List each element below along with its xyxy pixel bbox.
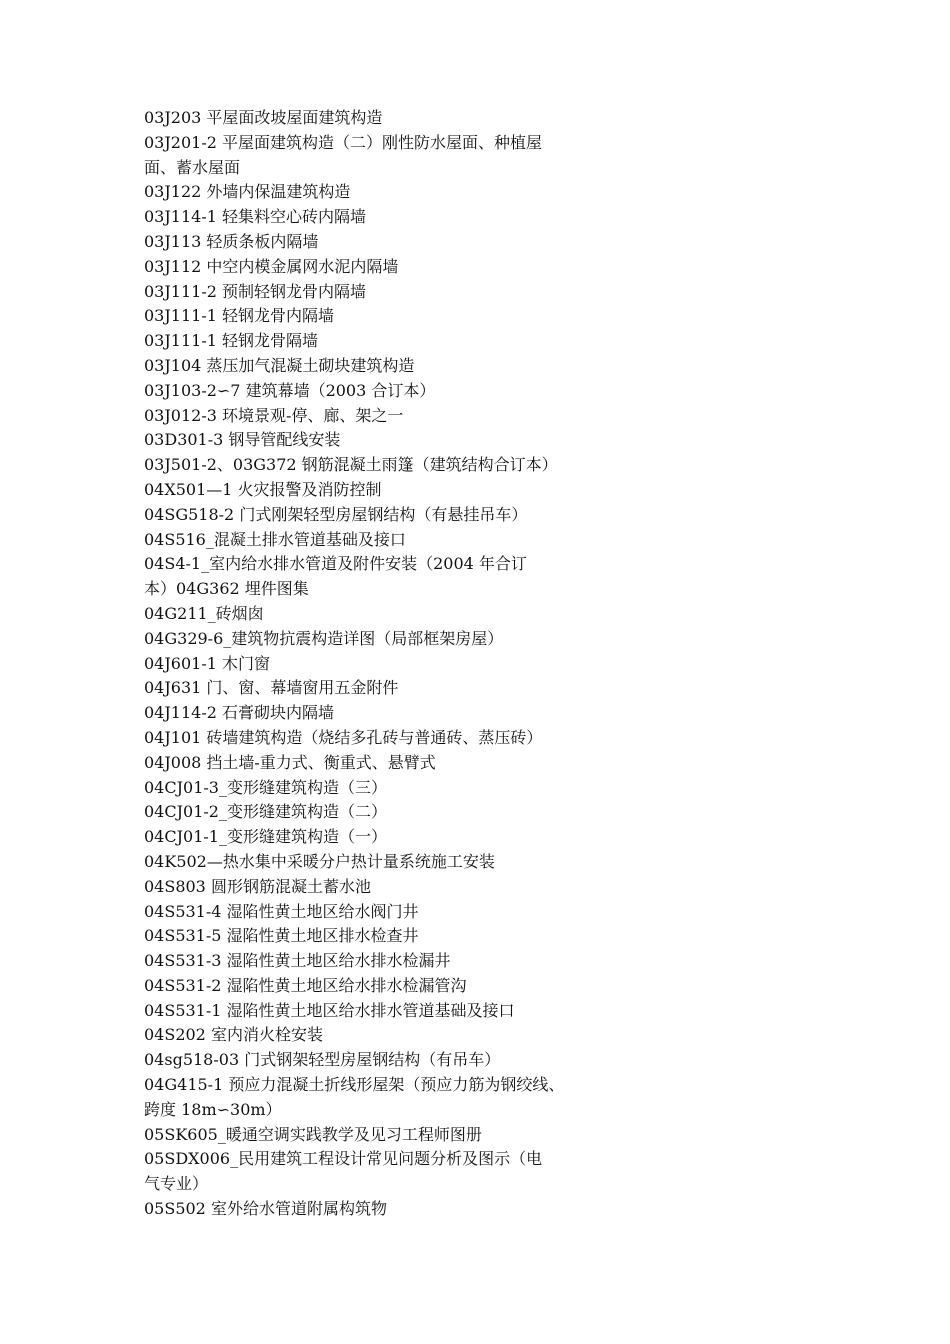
list-line: 04S516_混凝土排水管道基础及接口 [144, 529, 406, 549]
list-line: 04J008 挡土墙-重力式、衡重式、悬臂式 [144, 752, 436, 772]
list-line: 03J111-1 轻钢龙骨内隔墙 [144, 306, 334, 326]
list-line: 04S531-3 湿陷性黄土地区给水排水检漏井 [144, 951, 451, 971]
list-line: 04X501—1 火灾报警及消防控制 [144, 479, 382, 499]
list-line: 03J201-2 平屋面建筑构造（二）刚性防水屋面、种植屋 [144, 132, 542, 152]
list-line: 05S502 室外给水管道附属构筑物 [144, 1199, 387, 1219]
standards-list [144, 106, 624, 1222]
list-line: 03J012-3 环境景观-停、廊、架之一 [144, 405, 404, 425]
list-line: 04S531-5 湿陷性黄土地区排水检查井 [144, 926, 419, 946]
list-line: 05SDX006_民用建筑工程设计常见问题分析及图示（电 [144, 1149, 543, 1169]
list-line: 04S202 室内消火栓安装 [144, 1025, 323, 1045]
list-line: 04G415-1 预应力混凝土折线形屋架（预应力筋为钢绞线、 [144, 1075, 565, 1095]
list-line: 04J601-1 木门窗 [144, 653, 270, 673]
list-line: 03J111-2 预制轻钢龙骨内隔墙 [144, 281, 366, 301]
list-line: 04CJ01-2_变形缝建筑构造（二） [144, 802, 387, 822]
list-line: 04CJ01-3_变形缝建筑构造（三） [144, 777, 387, 797]
list-line: 04G211_砖烟囱 [144, 603, 264, 623]
list-line: 04S4-1_室内给水排水管道及附件安装（2004 年合订 [144, 554, 527, 574]
list-line: 04SG518-2 门式刚架轻型房屋钢结构（有悬挂吊车） [144, 504, 528, 524]
list-line: 04S531-4 湿陷性黄土地区给水阀门井 [144, 901, 419, 921]
list-line: 04J114-2 石膏砌块内隔墙 [144, 703, 334, 723]
list-line: 05SK605_暖通空调实践教学及见习工程师图册 [144, 1124, 482, 1144]
list-line: 04S531-2 湿陷性黄土地区给水排水检漏管沟 [144, 975, 467, 995]
list-line: 04K502—热水集中采暖分户热计量系统施工安装 [144, 851, 495, 871]
list-line: 03J111-1 轻钢龙骨隔墙 [144, 331, 318, 351]
list-line: 04CJ01-1_变形缝建筑构造（一） [144, 827, 387, 847]
list-line: 03J122 外墙内保温建筑构造 [144, 182, 351, 202]
list-line: 04J631 门、窗、幕墙窗用五金附件 [144, 678, 399, 698]
list-line: 04G329-6_建筑物抗震构造详图（局部框架房屋） [144, 628, 504, 648]
list-line: 03J112 中空内模金属网水泥内隔墙 [144, 256, 399, 276]
list-line: 04sg518-03 门式钢架轻型房屋钢结构（有吊车） [144, 1050, 501, 1070]
list-line: 03J113 轻质条板内隔墙 [144, 231, 319, 251]
list-line: 气专业） [144, 1174, 209, 1194]
list-line: 04S531-1 湿陷性黄土地区给水排水管道基础及接口 [144, 1000, 515, 1020]
list-line: 04J101 砖墙建筑构造（烧结多孔砖与普通砖、蒸压砖） [144, 727, 543, 747]
list-line: 03J501-2、03G372 钢筋混凝土雨篷（建筑结构合订本） [144, 455, 558, 475]
list-line: 跨度 18m∽30m） [144, 1099, 282, 1119]
list-line: 03J103-2∽7 建筑幕墙（2003 合订本） [144, 380, 436, 400]
list-line: 03J104 蒸压加气混凝土砌块建筑构造 [144, 355, 415, 375]
list-line: 本）04G362 埋件图集 [144, 579, 309, 599]
list-line: 03D301-3 钢导管配线安装 [144, 430, 341, 450]
list-line: 面、蓄水屋面 [144, 157, 241, 177]
list-line: 03J114-1 轻集料空心砖内隔墙 [144, 207, 366, 227]
list-line: 04S803 圆形钢筋混凝土蓄水池 [144, 876, 371, 896]
list-line: 03J203 平屋面改坡屋面建筑构造 [144, 108, 383, 127]
